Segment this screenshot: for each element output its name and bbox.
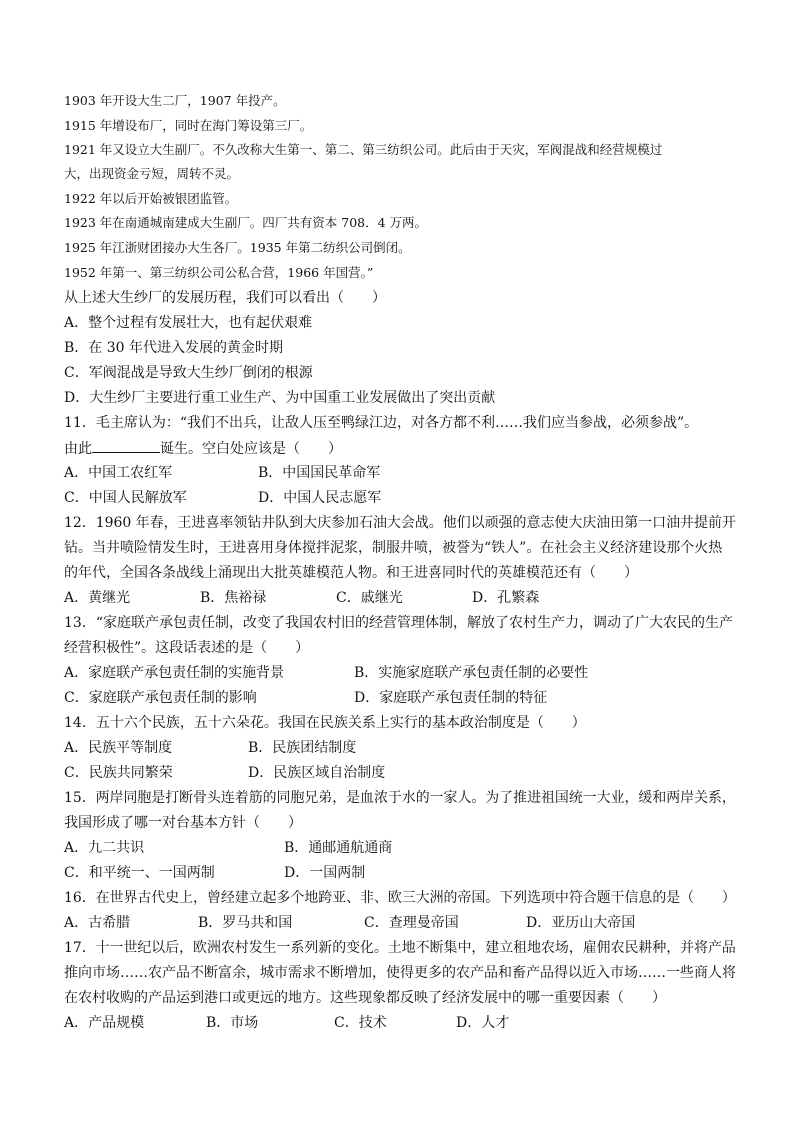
- question-16-option-b: B．罗马共和国: [198, 915, 293, 931]
- question-15-option-b: B．通邮通航通商: [284, 840, 393, 856]
- question-13-option-a: A．家庭联产承包责任制的实施背景: [64, 665, 285, 681]
- question-12-option-d: D．孔繁森: [472, 590, 540, 606]
- source-line: 大，出现资金亏短，周转不灵。: [64, 166, 240, 181]
- question-15-stem: 15．两岸同胞是打断骨头连着筋的同胞兄弟，是血浓于水的一家人。为了推进祖国统一大业，缓和两岸关系，: [64, 790, 736, 806]
- question-13-option-d: D．家庭联产承包责任制的特征: [354, 690, 548, 706]
- question-17-stem: 17．十一世纪以后，欧洲农村发生一系列新的变化。土地不断集中，建立租地农场，雇佣农民耕种，并将产品: [64, 940, 736, 956]
- question-14-stem: 14．五十六个民族，五十六朵花。我国在民族关系上实行的基本政治制度是（ ）: [64, 715, 586, 731]
- source-line: 1923 年在南通城南建成大生副厂。四厂共有资本 708．4 万两。: [64, 215, 428, 230]
- question-10-option-c: C．军阀混战是导致大生纱厂倒闭的根源: [64, 365, 313, 381]
- question-12-stem-line2: 钻。当井喷险情发生时，王进喜用身体搅拌泥浆，制服井喷，被誉为“铁人”。在社会主义经济建设那个火热: [64, 540, 723, 556]
- source-line: 1921 年又设立大生副厂。不久改称大生第一、第二、第三纺织公司。此后由于天灾，军阀混战和经营规模过: [64, 142, 663, 157]
- question-17-stem-line3: 在农村收购的产品运到港口或更远的地方。这些现象都反映了经济发展中的哪一重要因素（ ）: [64, 990, 666, 1006]
- question-12-stem-line3: 的年代，全国各条战线上涌现出大批英雄模范人物。和王进喜同时代的英雄模范还有（ ）: [64, 565, 638, 581]
- source-line: 1922 年以后开始被银团监管。: [64, 191, 238, 206]
- question-16-stem: 16．在世界古代史上，曾经建立起多个地跨亚、非、欧三大洲的帝国。下列选项中符合题干信息的是（ ）: [64, 890, 736, 906]
- question-11-stem-part: 由此: [64, 441, 92, 457]
- question-16-option-c: C．查理曼帝国: [364, 915, 459, 931]
- question-11-option-a: A．中国工农红军: [64, 465, 173, 481]
- source-line: 1952 年第一、第三纺织公司公私合营，1966 年国营。”: [64, 265, 374, 280]
- question-16-option-a: A．古希腊: [64, 915, 131, 931]
- question-10-option-b: B．在 30 年代进入发展的黄金时期: [64, 340, 284, 356]
- source-line: 1915 年增设布厂，同时在海门筹设第三厂。: [64, 118, 313, 133]
- question-12-option-c: C．戚继光: [336, 590, 403, 606]
- question-10-option-d: D．大生纱厂主要进行重工业生产、为中国重工业发展做出了突出贡献: [64, 390, 496, 406]
- question-15-stem-line2: 我国形成了哪一对台基本方针（ ）: [64, 815, 302, 831]
- question-11-stem-line2: [64, 438, 342, 459]
- question-15-option-d: D．一国两制: [284, 865, 366, 881]
- question-15-option-c: C．和平统一、一国两制: [64, 865, 215, 881]
- question-17-option-c: C．技术: [334, 1015, 387, 1031]
- question-17-option-a: A．产品规模: [64, 1015, 145, 1031]
- question-14-option-b: B．民族团结制度: [248, 740, 357, 756]
- question-13-option-c: C．家庭联产承包责任制的影响: [64, 690, 257, 706]
- question-12-stem: 12．1960 年春，王进喜率领钻井队到大庆参加石油大会战。他们以顽强的意志使大庆油田第一口油井提前开: [64, 515, 736, 531]
- question-17-option-b: B．市场: [206, 1015, 259, 1031]
- question-13-stem: 13．“家庭联产承包责任制，改变了我国农村旧的经营管理体制，解放了农村生产力，调动了广大农民的生产: [64, 615, 733, 631]
- question-10-option-a: A．整个过程有发展壮大，也有起伏艰难: [64, 315, 313, 331]
- question-17-option-d: D．人才: [456, 1015, 510, 1031]
- question-11-option-b: B．中国国民革命军: [258, 465, 381, 481]
- question-11-option-c: C．中国人民解放军: [64, 490, 187, 506]
- question-13-option-b: B．实施家庭联产承包责任制的必要性: [354, 665, 589, 681]
- question-15-option-a: A．九二共识: [64, 840, 145, 856]
- source-line: 1925 年江浙财团接办大生各厂。1935 年第二纺织公司倒闭。: [64, 240, 411, 255]
- question-14-option-c: C．民族共同繁荣: [64, 765, 173, 781]
- question-11-option-d: D．中国人民志愿军: [258, 490, 382, 506]
- question-14-option-a: A．民族平等制度: [64, 740, 173, 756]
- question-12-option-b: B．焦裕禄: [200, 590, 267, 606]
- question-16-option-d: D．亚历山大帝国: [526, 915, 636, 931]
- question-17-stem-line2: 推向市场……农产品不断富余，城市需求不断增加，使得更多的农产品和畜产品得以近入市场……一些商人将: [64, 965, 736, 981]
- question-14-option-d: D．民族区域自治制度: [248, 765, 386, 781]
- question-10-stem: 从上述大生纱厂的发展历程，我们可以看出（ ）: [64, 290, 386, 306]
- question-13-stem-line2: 经营积极性”。这段话表述的是（ ）: [64, 640, 310, 656]
- question-11-stem-part: 诞生。空白处应该是（ ）: [160, 441, 342, 457]
- source-line: 1903 年开设大生二厂，1907 年投产。: [64, 93, 286, 108]
- question-12-option-a: A．黄继光: [64, 590, 131, 606]
- question-11-stem: 11．毛主席认为：“我们不出兵，让敌人压至鸭绿江边，对各方都不利……我们应当参战，必须参战”。: [64, 415, 699, 431]
- fill-in-blank: [92, 438, 160, 453]
